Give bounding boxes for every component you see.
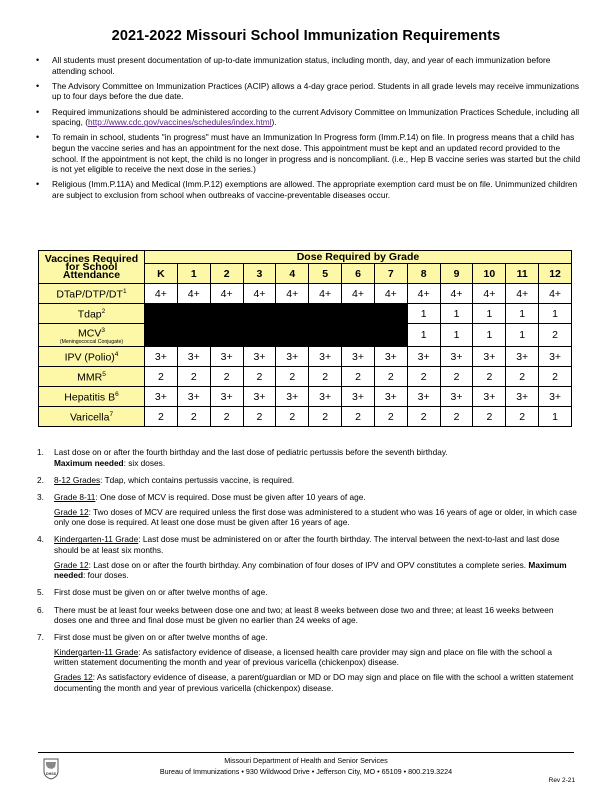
vaccine-row [39,284,572,304]
footnote-ref: 1 [122,288,127,296]
dose-cell: 3+ [374,347,407,367]
footnote-ref: 5 [102,371,106,379]
dose-cell: 2 [177,367,210,387]
footnote-1: 1. Last dose on or after the fourth birthday and the last dose of pediatric pertussis before the seventh birthday. Maximum needed: six doses. [37,447,448,468]
dose-cell: 3+ [145,347,178,367]
dose-cell: 3+ [506,347,539,367]
footer [0,756,612,777]
not-applicable-cell [309,304,342,324]
grade-header: 2 [210,264,243,284]
footer-department: Missouri Department of Health and Senior Services [224,756,388,765]
bullet-text: ). [271,117,277,128]
dose-cell: 1 [539,407,572,427]
dose-cell: 1 [539,304,572,324]
dose-cell: 4+ [243,284,276,304]
footnote-ref: 4 [114,351,119,359]
not-applicable-cell [210,304,243,324]
footer-address: Bureau of Immunizations • 930 Wildwood Drive • Jefferson City, MO • 65109 • 800.219.3224 [159,766,453,776]
vaccine-label: DTaP/DTP/DT [56,288,123,301]
vaccine-label: Varicella [69,411,110,424]
not-applicable-cell [243,304,276,324]
vaccine-label: Hepatitis B [64,391,116,404]
dose-cell: 4+ [145,284,178,304]
dose-cell: 2 [407,367,440,387]
dose-cell: 1 [407,304,440,324]
footnote-ref: 2 [101,308,106,316]
footnote-6: 6. There must be at least four weeks between dose one and two; at least 8 weeks between dose two and three; at least 16 weeks between doses one and three and final dose must be given no earlier than 24 weeks of age. [37,604,554,626]
dose-cell: 2 [342,407,375,427]
dose-cell: 3+ [374,387,407,407]
dose-cell: 2 [210,367,243,387]
vaccine-label: Tdap [77,308,102,321]
not-applicable-cell [145,304,178,324]
dose-cell: 3+ [243,347,276,367]
dose-cell: 3+ [342,347,375,367]
dose-cell: 3+ [177,387,210,407]
dose-cell: 3+ [210,387,243,407]
footnote-ref: 6 [115,391,119,399]
dose-cell: 3+ [210,347,243,367]
vaccine-row [39,347,572,367]
grade-header: 9 [440,264,473,284]
dose-cell: 3+ [473,347,506,367]
dose-cell: 3+ [473,387,506,407]
grade-header: 7 [374,264,407,284]
dose-cell: 3+ [243,387,276,407]
footer-divider [38,752,574,753]
vaccine-row [39,324,572,347]
vaccine-label: MCV [78,327,102,340]
page-title: 2021-2022 Missouri School Immunization Requirements [111,28,501,44]
dose-cell: 2 [177,407,210,427]
vaccine-label: MMR [77,371,103,384]
dose-cell: 2 [243,367,276,387]
immunization-table [38,250,572,427]
vaccine-subtitle: (Meningococcal Conjugate) [59,339,124,346]
not-applicable-cell [342,304,375,324]
dose-cell: 1 [407,324,440,347]
grade-header: 6 [342,264,375,284]
table-header-row [39,251,572,264]
dose-cell: 2 [440,367,473,387]
dose-cell: 2 [407,407,440,427]
vaccine-name [39,304,145,324]
dose-header: Dose Required by Grade [145,251,572,264]
vaccine-name [39,407,145,427]
vaccine-row [39,407,572,427]
footnotes-list [37,447,577,700]
vaccine-row [39,387,572,407]
dose-cell: 1 [506,324,539,347]
cdc-schedule-link[interactable]: http://www.cdc.gov/vaccines/schedules/index.html [87,117,272,128]
not-applicable-cell [243,324,276,347]
dose-cell: 3+ [539,387,572,407]
vaccine-name [39,367,145,387]
seal-text: DHSS [46,772,56,776]
dose-cell: 3+ [342,387,375,407]
not-applicable-cell [177,324,210,347]
dose-cell: 1 [473,304,506,324]
dose-cell: 4+ [210,284,243,304]
dose-cell: 4+ [440,284,473,304]
grade-header: 11 [506,264,539,284]
dose-cell: 2 [276,407,309,427]
grade-header: 10 [473,264,506,284]
footnote-2: 2. 8-12 Grades: Tdap, which contains pertussis vaccine, is required. [37,474,295,485]
dose-cell: 2 [145,407,178,427]
dose-cell: 4+ [342,284,375,304]
dose-cell: 2 [210,407,243,427]
footnote-ref: 3 [101,326,105,334]
bullet-item: • Religious (Imm.P.11A) and Medical (Imm.P.12) exemptions are allowed. The appropriate exemption card must be on file. Unimmunized children are subject to exclusion from school when outbreaks of vaccine-preventable diseases occur. [52,179,582,200]
dose-cell: 3+ [309,387,342,407]
vaccine-row [39,367,572,387]
footnote-3: 3. Grade 8-11: One dose of MCV is required. Dose must be given after 10 years of age. Grade 12: Two doses of MCV are required unless the first dose was administered to a student who was 16 years of age or older, in which case only one dose is required. At least one dose must be given after 16 years of age. [37,491,577,528]
dose-cell: 2 [506,407,539,427]
dose-cell: 2 [473,367,506,387]
dose-cell: 2 [539,367,572,387]
not-applicable-cell [342,324,375,347]
not-applicable-cell [309,324,342,347]
dose-cell: 4+ [374,284,407,304]
dose-cell: 3+ [145,387,178,407]
grade-header: 12 [539,264,572,284]
dose-cell: 2 [309,367,342,387]
revision-label: Rev 2-21 [548,777,575,784]
dose-cell: 4+ [539,284,572,304]
dose-cell: 2 [374,407,407,427]
footnote-7-grade-12: Grades 12: As satisfactory evidence of disease, a parent/guardian or MD or DO may sign and place on file with the school a written statement documenting the month and year of previous varicella (chickenpox) disease. [54,672,574,693]
dose-cell: 2 [145,367,178,387]
dose-cell: 2 [243,407,276,427]
vaccine-label: IPV (Polio) [64,351,115,364]
dose-cell: 2 [276,367,309,387]
dose-cell: 2 [440,407,473,427]
dose-cell: 2 [473,407,506,427]
not-applicable-cell [374,324,407,347]
footnote-7-k-11: Kindergarten-11 Grade: As satisfactory evidence of disease, a licensed health care provider may sign and place on file with the school a written statement documenting the month and year of previous varicella (chickenpox) disease. [54,646,552,668]
bullet-text: Required immunizations should be administered according to the current Advisory Committee on Immunization Practices Schedule, including all spacing, ( [52,106,580,128]
dose-cell: 3+ [539,347,572,367]
dose-cell: 3+ [309,347,342,367]
requirements-bullet-list [52,55,582,205]
dose-cell: 1 [506,304,539,324]
footnote-4: 4. Kindergarten-11 Grade: Last dose must be administered on or after the fourth birthday. The interval between the next-to-last and last dose should be at least six months. Grade 12: Last dose on or after the fourth birthday. Any combination of four doses of IPV and OPV constitutes a complete series. Maximum needed: four doses. [37,534,577,580]
grade-header: K [145,264,178,284]
dose-cell: 2 [374,367,407,387]
vaccine-name [39,347,145,367]
dose-cell: 1 [440,304,473,324]
vaccine-name [39,324,145,347]
grade-header: 1 [177,264,210,284]
dose-cell: 3+ [440,387,473,407]
dose-cell: 1 [440,324,473,347]
grade-header: 5 [309,264,342,284]
not-applicable-cell [276,324,309,347]
vaccine-row [39,304,572,324]
dose-cell: 4+ [309,284,342,304]
grade-header: 3 [243,264,276,284]
footnote-ref: 7 [109,411,114,419]
not-applicable-cell [276,304,309,324]
dose-cell: 2 [342,367,375,387]
not-applicable-cell [145,324,178,347]
bullet-item: • To remain in school, students "in progress" must have an Immunization In Progress form (Imm.P.14) on file. In progress means that a child has begun the vaccine series and has an appointment for the next dose. This appointment must be kept and an updated record provided to the school. If the appointment is not kept, the child is no longer in progress and is noncompliant. (i.e., Hep B vaccine series was started but the child is not yet eligible to receive the next dose in the series.) [52,132,582,174]
vaccine-name [39,387,145,407]
grade-header: 4 [276,264,309,284]
dose-cell: 3+ [407,347,440,367]
vaccine-name [39,284,145,304]
dose-cell: 4+ [276,284,309,304]
dose-cell: 4+ [506,284,539,304]
corner-label: Vaccines Required for School Attendance [39,251,145,284]
footnote-5: 5. First dose must be given on or after twelve months of age. [37,587,268,598]
footnote-4-grade-12: Grade 12: Last dose on or after the fourth birthday. Any combination of four doses of IPV and OPV constitutes a complete series. Maximum needed: four doses. [54,559,567,581]
dose-cell: 4+ [177,284,210,304]
dose-cell: 2 [506,367,539,387]
dose-cell: 3+ [440,347,473,367]
footnote-7: 7. First dose must be given on or after twelve months of age. Kindergarten-11 Grade: As satisfactory evidence of disease, a licensed health care provider may sign and place on file with the school a written statement documenting the month and year of previous varicella (chickenpox) disease. Grades 12: As satisfactory evidence of disease, a parent/guardian or MD or DO may sign and place on file with the school a written statement documenting the month and year of previous varicella (chickenpox) disease. [37,632,577,693]
not-applicable-cell [177,304,210,324]
footnote-3-grade-12: Grade 12: Two doses of MCV are required unless the first dose was administered to a student who was 16 years of age or older, in which case only one dose is required. At least one dose must be given after 16 years of age. [54,506,577,528]
dose-cell: 2 [309,407,342,427]
not-applicable-cell [374,304,407,324]
dose-cell: 1 [473,324,506,347]
dose-cell: 2 [539,324,572,347]
dose-cell: 3+ [276,387,309,407]
not-applicable-cell [210,324,243,347]
dose-cell: 3+ [177,347,210,367]
dose-cell: 3+ [276,347,309,367]
bullet-item: • All students must present documentation of up-to-date immunization status, including month, day, and year of each immunization before attending school. [52,55,582,76]
dose-cell: 3+ [506,387,539,407]
dose-cell: 4+ [407,284,440,304]
grade-header: 8 [407,264,440,284]
bullet-item: • The Advisory Committee on Immunization Practices (ACIP) allows a 4-day grace period. Students in all grade levels may receive immunizations up to four days before the due date. [52,81,582,102]
dose-cell: 3+ [407,387,440,407]
bullet-item [52,107,582,128]
dose-cell: 4+ [473,284,506,304]
